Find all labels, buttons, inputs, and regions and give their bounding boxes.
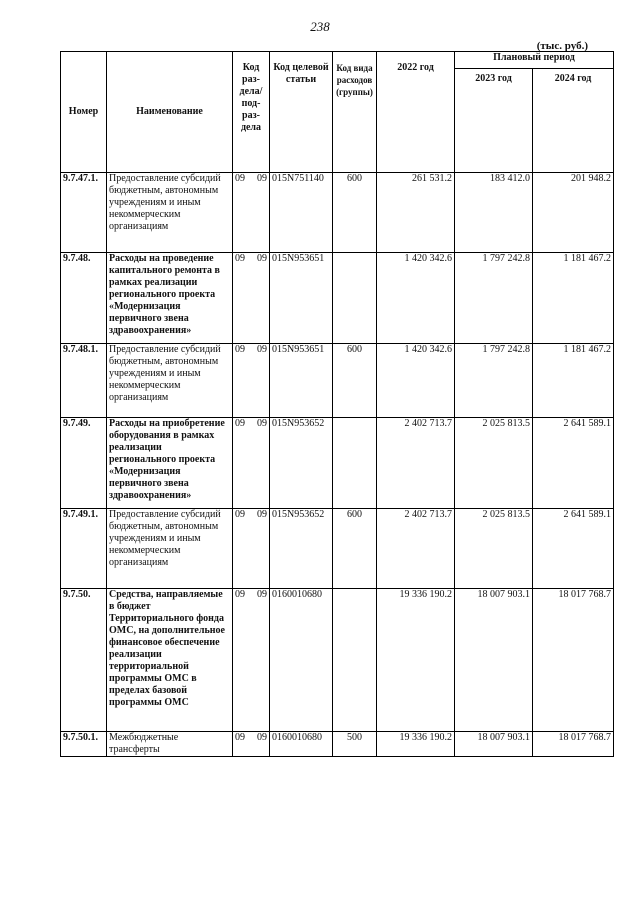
row-amount-2022: 1 420 342.6 [377,253,455,344]
row-target-code: 015N953651 [270,253,333,344]
row-amount-2023: 2 025 813.5 [455,509,533,589]
page-number: 238 [310,19,330,34]
row-amount-2023: 183 412.0 [455,173,533,253]
row-expense-type [333,253,377,344]
header-row-1 [61,52,614,69]
row-podrazdel: 09 [257,589,267,600]
row-section-code [233,509,270,589]
row-amount-2024: 2 641 589.1 [533,509,614,589]
row-section-code [233,732,270,757]
row-podrazdel: 09 [257,173,267,184]
row-amount-2023: 2 025 813.5 [455,418,533,509]
row-name: Предоставление субсидий бюджетным, автономным учреждениям и иным некоммерческим организациям [107,509,233,589]
row-section-code [233,173,270,253]
row-number: 9.7.48. [61,253,107,344]
row-razdel: 09 [235,418,245,429]
row-target-code: 015N751140 [270,173,333,253]
row-target-code: 0160010680 [270,589,333,732]
row-amount-2024: 2 641 589.1 [533,418,614,509]
row-expense-type: 500 [333,732,377,757]
row-target-code: 015N953652 [270,509,333,589]
row-section-code [233,589,270,732]
row-section-code [233,418,270,509]
header-name: Наименование [107,52,233,173]
row-amount-2022: 261 531.2 [377,173,455,253]
table-row [61,418,614,509]
row-amount-2023: 1 797 242.8 [455,253,533,344]
row-name: Расходы на приобретение оборудования в рамках реализации регионального проекта «Модернизация первичного звена здравоохранения» [107,418,233,509]
row-number: 9.7.49.1. [61,509,107,589]
header-expense-type-code: Код вида расходов (группы) [333,52,377,173]
header-year-2024: 2024 год [533,69,614,173]
row-amount-2024: 1 181 467.2 [533,344,614,418]
row-razdel: 09 [235,253,245,264]
row-name: Расходы на проведение капитального ремонта в рамках реализации регионального проекта «Модернизация первичного звена здравоохранения» [107,253,233,344]
row-podrazdel: 09 [257,253,267,264]
row-target-code: 015N953652 [270,418,333,509]
row-amount-2022: 19 336 190.2 [377,589,455,732]
table-row [61,344,614,418]
row-target-code: 015N953651 [270,344,333,418]
row-razdel: 09 [235,509,245,520]
table-row [61,173,614,253]
row-section-code [233,253,270,344]
row-amount-2024: 18 017 768.7 [533,589,614,732]
row-expense-type: 600 [333,173,377,253]
row-name: Межбюджетные трансферты [107,732,233,757]
table-row [61,509,614,589]
table-row [61,253,614,344]
row-expense-type [333,589,377,732]
header-target-code: Код целевой статьи [270,52,333,173]
row-podrazdel: 09 [257,509,267,520]
table-row [61,589,614,732]
header-planned-period: Плановый период [455,52,614,69]
row-amount-2023: 18 007 903.1 [455,732,533,757]
row-expense-type: 600 [333,344,377,418]
units-label: (тыс. руб.) [536,40,588,52]
header-year-2022: 2022 год [377,52,455,173]
row-number: 9.7.50. [61,589,107,732]
row-name: Средства, направляемые в бюджет Территориального фонда ОМС, на дополнительное финансовое обеспечение реализации территориальной программы ОМС в пределах базовой программы ОМС [107,589,233,732]
row-amount-2024: 1 181 467.2 [533,253,614,344]
row-podrazdel: 09 [257,418,267,429]
row-razdel: 09 [235,732,245,743]
row-podrazdel: 09 [257,732,267,743]
row-section-code [233,344,270,418]
row-number: 9.7.49. [61,418,107,509]
row-expense-type: 600 [333,509,377,589]
header-year-2023: 2023 год [455,69,533,173]
row-amount-2022: 2 402 713.7 [377,509,455,589]
row-number: 9.7.48.1. [61,344,107,418]
header-number: Номер [61,52,107,173]
header-section-code: Код раз-дела/ под-раз-дела [233,52,270,173]
row-razdel: 09 [235,173,245,184]
row-amount-2024: 201 948.2 [533,173,614,253]
row-number: 9.7.50.1. [61,732,107,757]
row-target-code: 0160010680 [270,732,333,757]
row-name: Предоставление субсидий бюджетным, автономным учреждениям и иным некоммерческим организациям [107,173,233,253]
row-podrazdel: 09 [257,344,267,355]
row-number: 9.7.47.1. [61,173,107,253]
row-razdel: 09 [235,344,245,355]
row-expense-type [333,418,377,509]
table-body [61,173,614,757]
row-amount-2024: 18 017 768.7 [533,732,614,757]
row-amount-2023: 1 797 242.8 [455,344,533,418]
budget-table [60,51,614,757]
row-amount-2022: 19 336 190.2 [377,732,455,757]
table-row [61,732,614,757]
row-name: Предоставление субсидий бюджетным, автономным учреждениям и иным некоммерческим организациям [107,344,233,418]
row-amount-2022: 1 420 342.6 [377,344,455,418]
row-amount-2023: 18 007 903.1 [455,589,533,732]
row-razdel: 09 [235,589,245,600]
row-amount-2022: 2 402 713.7 [377,418,455,509]
